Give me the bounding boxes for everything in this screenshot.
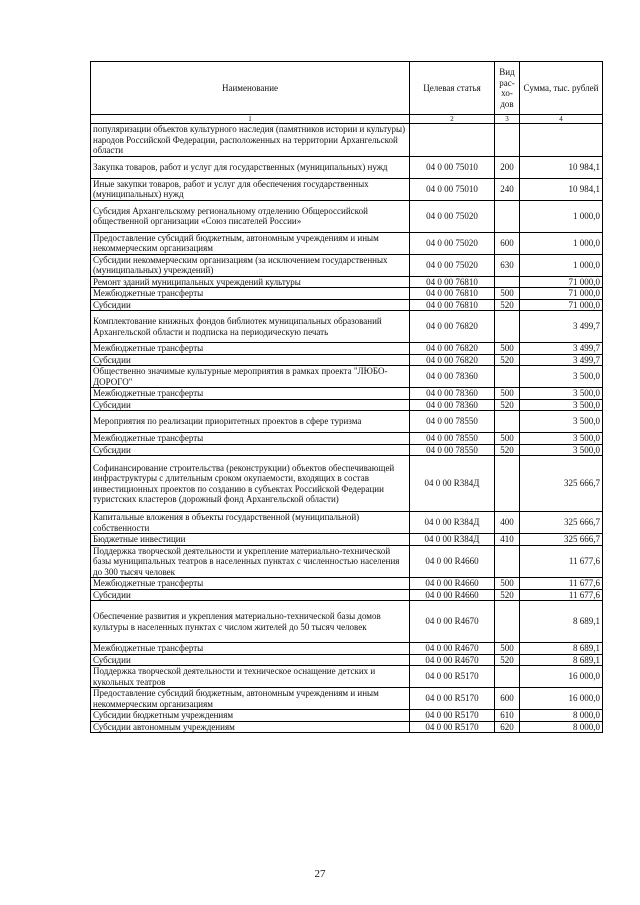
table-row bbox=[91, 411, 603, 433]
row-sum-cell bbox=[520, 124, 603, 157]
row-name-cell: Софинансирование строительства (реконструкции) объектов обеспечивающей инфраструктуры с длительным сроком окупаемости, входящих в состав инвестиционных проектов по созданию в субъектах Российской Федерации туристских кластеров (дорожный фонд Архангельской области) bbox=[91, 456, 410, 512]
row-name-cell: Межбюджетные трансферты bbox=[91, 288, 410, 300]
row-sum-cell: 3 500,0 bbox=[520, 366, 603, 388]
table-row bbox=[91, 124, 603, 157]
row-name-cell: Межбюджетные трансферты bbox=[91, 433, 410, 445]
row-code-cell: 04 0 00 75020 bbox=[410, 232, 495, 254]
row-kind-cell: 240 bbox=[495, 178, 520, 200]
row-code-cell: 04 0 00 R5170 bbox=[410, 721, 495, 733]
row-kind-cell: 500 bbox=[495, 343, 520, 355]
table-row bbox=[91, 200, 603, 232]
row-code-cell: 04 0 00 78550 bbox=[410, 411, 495, 433]
table-row bbox=[91, 545, 603, 578]
table-row bbox=[91, 311, 603, 343]
row-kind-cell: 520 bbox=[495, 654, 520, 666]
row-sum-cell: 16 000,0 bbox=[520, 666, 603, 688]
table-row bbox=[91, 343, 603, 355]
column-number: 3 bbox=[495, 115, 520, 124]
row-name-cell: Поддержка творческой деятельности и укрепление материально-технической базы муниципальных театров в населенных пунктах с численностью населения до 300 тысяч человек bbox=[91, 545, 410, 578]
row-kind-cell: 600 bbox=[495, 232, 520, 254]
row-kind-cell: 520 bbox=[495, 589, 520, 601]
table-row bbox=[91, 456, 603, 512]
row-code-cell: 04 0 00 R4670 bbox=[410, 654, 495, 666]
row-code-cell bbox=[410, 124, 495, 157]
table-row bbox=[91, 366, 603, 388]
header-kind: Вид рас- хо- дов bbox=[495, 62, 520, 115]
row-kind-cell: 630 bbox=[495, 254, 520, 276]
row-code-cell: 04 0 00 R384Д bbox=[410, 456, 495, 512]
row-sum-cell: 8 000,0 bbox=[520, 721, 603, 733]
row-sum-cell: 11 677,6 bbox=[520, 589, 603, 601]
table-row bbox=[91, 721, 603, 733]
row-kind-cell: 500 bbox=[495, 643, 520, 655]
row-kind-cell: 500 bbox=[495, 433, 520, 445]
row-sum-cell: 3 500,0 bbox=[520, 433, 603, 445]
row-kind-cell bbox=[495, 276, 520, 288]
row-code-cell: 04 0 00 78550 bbox=[410, 444, 495, 456]
table-row bbox=[91, 354, 603, 366]
row-name-cell: Обеспечение развития и укрепления материально-технической базы домов культуры в населенных пунктах с числом жителей до 50 тысяч человек bbox=[91, 601, 410, 643]
row-code-cell: 04 0 00 78360 bbox=[410, 388, 495, 400]
row-kind-cell bbox=[495, 311, 520, 343]
table-row bbox=[91, 444, 603, 456]
column-number-row bbox=[91, 115, 603, 124]
row-name-cell: Комплектование книжных фондов библиотек муниципальных образований Архангельской области и подписка на периодическую печать bbox=[91, 311, 410, 343]
row-code-cell: 04 0 00 75010 bbox=[410, 178, 495, 200]
table-body bbox=[91, 124, 603, 733]
row-code-cell: 04 0 00 R5170 bbox=[410, 710, 495, 722]
row-sum-cell: 8 689,1 bbox=[520, 601, 603, 643]
table-header-row bbox=[91, 62, 603, 115]
row-sum-cell: 3 500,0 bbox=[520, 411, 603, 433]
row-code-cell: 04 0 00 75020 bbox=[410, 200, 495, 232]
column-number: 1 bbox=[91, 115, 410, 124]
row-kind-cell bbox=[495, 545, 520, 578]
row-code-cell: 04 0 00 R384Д bbox=[410, 534, 495, 546]
row-sum-cell: 325 666,7 bbox=[520, 456, 603, 512]
row-kind-cell bbox=[495, 666, 520, 688]
row-sum-cell: 1 000,0 bbox=[520, 232, 603, 254]
row-kind-cell: 600 bbox=[495, 688, 520, 710]
row-sum-cell: 71 000,0 bbox=[520, 299, 603, 311]
row-code-cell: 04 0 00 R4670 bbox=[410, 601, 495, 643]
row-code-cell: 04 0 00 76820 bbox=[410, 311, 495, 343]
row-name-cell: Межбюджетные трансферты bbox=[91, 578, 410, 590]
row-code-cell: 04 0 00 R4660 bbox=[410, 578, 495, 590]
row-kind-cell: 520 bbox=[495, 444, 520, 456]
row-name-cell: Субсидия Архангельскому региональному отделению Общероссийской общественной организации «Союз писателей России» bbox=[91, 200, 410, 232]
row-kind-cell: 610 bbox=[495, 710, 520, 722]
column-number: 2 bbox=[410, 115, 495, 124]
row-sum-cell: 8 689,1 bbox=[520, 643, 603, 655]
row-kind-cell: 500 bbox=[495, 388, 520, 400]
table-row bbox=[91, 654, 603, 666]
row-name-cell: Закупка товаров, работ и услуг для государственных (муниципальных) нужд bbox=[91, 156, 410, 178]
row-kind-cell bbox=[495, 366, 520, 388]
row-kind-cell: 620 bbox=[495, 721, 520, 733]
row-kind-cell: 410 bbox=[495, 534, 520, 546]
row-name-cell: Субсидии автономным учреждениям bbox=[91, 721, 410, 733]
row-sum-cell: 3 499,7 bbox=[520, 343, 603, 355]
table-row bbox=[91, 399, 603, 411]
table-row bbox=[91, 589, 603, 601]
column-number: 4 bbox=[520, 115, 603, 124]
row-sum-cell: 11 677,6 bbox=[520, 545, 603, 578]
row-sum-cell: 325 666,7 bbox=[520, 534, 603, 546]
row-name-cell: Общественно значимые культурные мероприятия в рамках проекта "ЛЮБО-ДОРОГО" bbox=[91, 366, 410, 388]
table-row bbox=[91, 710, 603, 722]
row-sum-cell: 3 500,0 bbox=[520, 444, 603, 456]
row-code-cell: 04 0 00 R5170 bbox=[410, 688, 495, 710]
table-row bbox=[91, 288, 603, 300]
table-row bbox=[91, 299, 603, 311]
row-sum-cell: 3 499,7 bbox=[520, 354, 603, 366]
row-kind-cell: 520 bbox=[495, 354, 520, 366]
row-code-cell: 04 0 00 R5170 bbox=[410, 666, 495, 688]
row-sum-cell: 8 000,0 bbox=[520, 710, 603, 722]
row-name-cell: Субсидии некоммерческим организациям (за исключением государственных (муниципальных) учреждений) bbox=[91, 254, 410, 276]
row-kind-cell: 400 bbox=[495, 512, 520, 534]
row-name-cell: Поддержка творческой деятельности и техническое оснащение детских и кукольных театров bbox=[91, 666, 410, 688]
row-kind-cell bbox=[495, 411, 520, 433]
row-code-cell: 04 0 00 75010 bbox=[410, 156, 495, 178]
row-code-cell: 04 0 00 76820 bbox=[410, 343, 495, 355]
table-row bbox=[91, 232, 603, 254]
table-row bbox=[91, 666, 603, 688]
row-kind-cell: 520 bbox=[495, 399, 520, 411]
table-row bbox=[91, 178, 603, 200]
row-sum-cell: 1 000,0 bbox=[520, 200, 603, 232]
row-name-cell: Бюджетные инвестиции bbox=[91, 534, 410, 546]
row-name-cell: Иные закупки товаров, работ и услуг для обеспечения государственных (муниципальных) нужд bbox=[91, 178, 410, 200]
row-kind-cell: 520 bbox=[495, 299, 520, 311]
row-sum-cell: 10 984,1 bbox=[520, 178, 603, 200]
table-row bbox=[91, 601, 603, 643]
row-name-cell: Капитальные вложения в объекты государственной (муниципальной) собственности bbox=[91, 512, 410, 534]
row-name-cell: Субсидии bbox=[91, 399, 410, 411]
header-code: Целевая статья bbox=[410, 62, 495, 115]
table-row bbox=[91, 578, 603, 590]
row-name-cell: Предоставление субсидий бюджетным, автономным учреждениям и иным некоммерческим организациям bbox=[91, 688, 410, 710]
row-name-cell: Межбюджетные трансферты bbox=[91, 343, 410, 355]
row-kind-cell bbox=[495, 456, 520, 512]
row-name-cell: Субсидии bbox=[91, 444, 410, 456]
row-sum-cell: 1 000,0 bbox=[520, 254, 603, 276]
row-kind-cell bbox=[495, 124, 520, 157]
row-name-cell: Мероприятия по реализации приоритетных проектов в сфере туризма bbox=[91, 411, 410, 433]
row-code-cell: 04 0 00 R4670 bbox=[410, 643, 495, 655]
row-sum-cell: 10 984,1 bbox=[520, 156, 603, 178]
table-row bbox=[91, 388, 603, 400]
table-row bbox=[91, 643, 603, 655]
row-code-cell: 04 0 00 76810 bbox=[410, 288, 495, 300]
row-name-cell: Субсидии bbox=[91, 354, 410, 366]
table-row bbox=[91, 276, 603, 288]
row-name-cell: Субсидии бюджетным учреждениям bbox=[91, 710, 410, 722]
page-number: 27 bbox=[314, 868, 326, 880]
row-sum-cell: 325 666,7 bbox=[520, 512, 603, 534]
row-sum-cell: 3 500,0 bbox=[520, 388, 603, 400]
row-code-cell: 04 0 00 R384Д bbox=[410, 512, 495, 534]
table-row bbox=[91, 512, 603, 534]
row-sum-cell: 71 000,0 bbox=[520, 276, 603, 288]
table-row bbox=[91, 534, 603, 546]
row-name-cell: Межбюджетные трансферты bbox=[91, 643, 410, 655]
document-page bbox=[90, 61, 600, 733]
row-kind-cell: 500 bbox=[495, 288, 520, 300]
row-kind-cell bbox=[495, 200, 520, 232]
row-kind-cell: 500 bbox=[495, 578, 520, 590]
row-kind-cell bbox=[495, 601, 520, 643]
row-code-cell: 04 0 00 78360 bbox=[410, 366, 495, 388]
row-name-cell: популяризации объектов культурного наследия (памятников истории и культуры) народов Российской Федерации, расположенных на территории Архангельской области bbox=[91, 124, 410, 157]
row-name-cell: Субсидии bbox=[91, 654, 410, 666]
budget-table bbox=[90, 61, 603, 733]
header-sum: Сумма, тыс. рублей bbox=[520, 62, 603, 115]
row-code-cell: 04 0 00 R4660 bbox=[410, 589, 495, 601]
row-sum-cell: 8 689,1 bbox=[520, 654, 603, 666]
row-kind-cell: 200 bbox=[495, 156, 520, 178]
row-name-cell: Субсидии bbox=[91, 299, 410, 311]
row-code-cell: 04 0 00 78360 bbox=[410, 399, 495, 411]
row-code-cell: 04 0 00 R4660 bbox=[410, 545, 495, 578]
row-name-cell: Ремонт зданий муниципальных учреждений культуры bbox=[91, 276, 410, 288]
table-row bbox=[91, 254, 603, 276]
row-sum-cell: 71 000,0 bbox=[520, 288, 603, 300]
row-sum-cell: 11 677,6 bbox=[520, 578, 603, 590]
table-row bbox=[91, 433, 603, 445]
header-name: Наименование bbox=[91, 62, 410, 115]
row-code-cell: 04 0 00 76810 bbox=[410, 276, 495, 288]
table-row bbox=[91, 688, 603, 710]
table-row bbox=[91, 156, 603, 178]
row-code-cell: 04 0 00 76810 bbox=[410, 299, 495, 311]
row-sum-cell: 3 500,0 bbox=[520, 399, 603, 411]
row-name-cell: Предоставление субсидий бюджетным, автономным учреждениям и иным некоммерческим организациям bbox=[91, 232, 410, 254]
row-code-cell: 04 0 00 75020 bbox=[410, 254, 495, 276]
row-sum-cell: 16 000,0 bbox=[520, 688, 603, 710]
row-sum-cell: 3 499,7 bbox=[520, 311, 603, 343]
row-name-cell: Межбюджетные трансферты bbox=[91, 388, 410, 400]
row-name-cell: Субсидии bbox=[91, 589, 410, 601]
row-code-cell: 04 0 00 76820 bbox=[410, 354, 495, 366]
row-code-cell: 04 0 00 78550 bbox=[410, 433, 495, 445]
